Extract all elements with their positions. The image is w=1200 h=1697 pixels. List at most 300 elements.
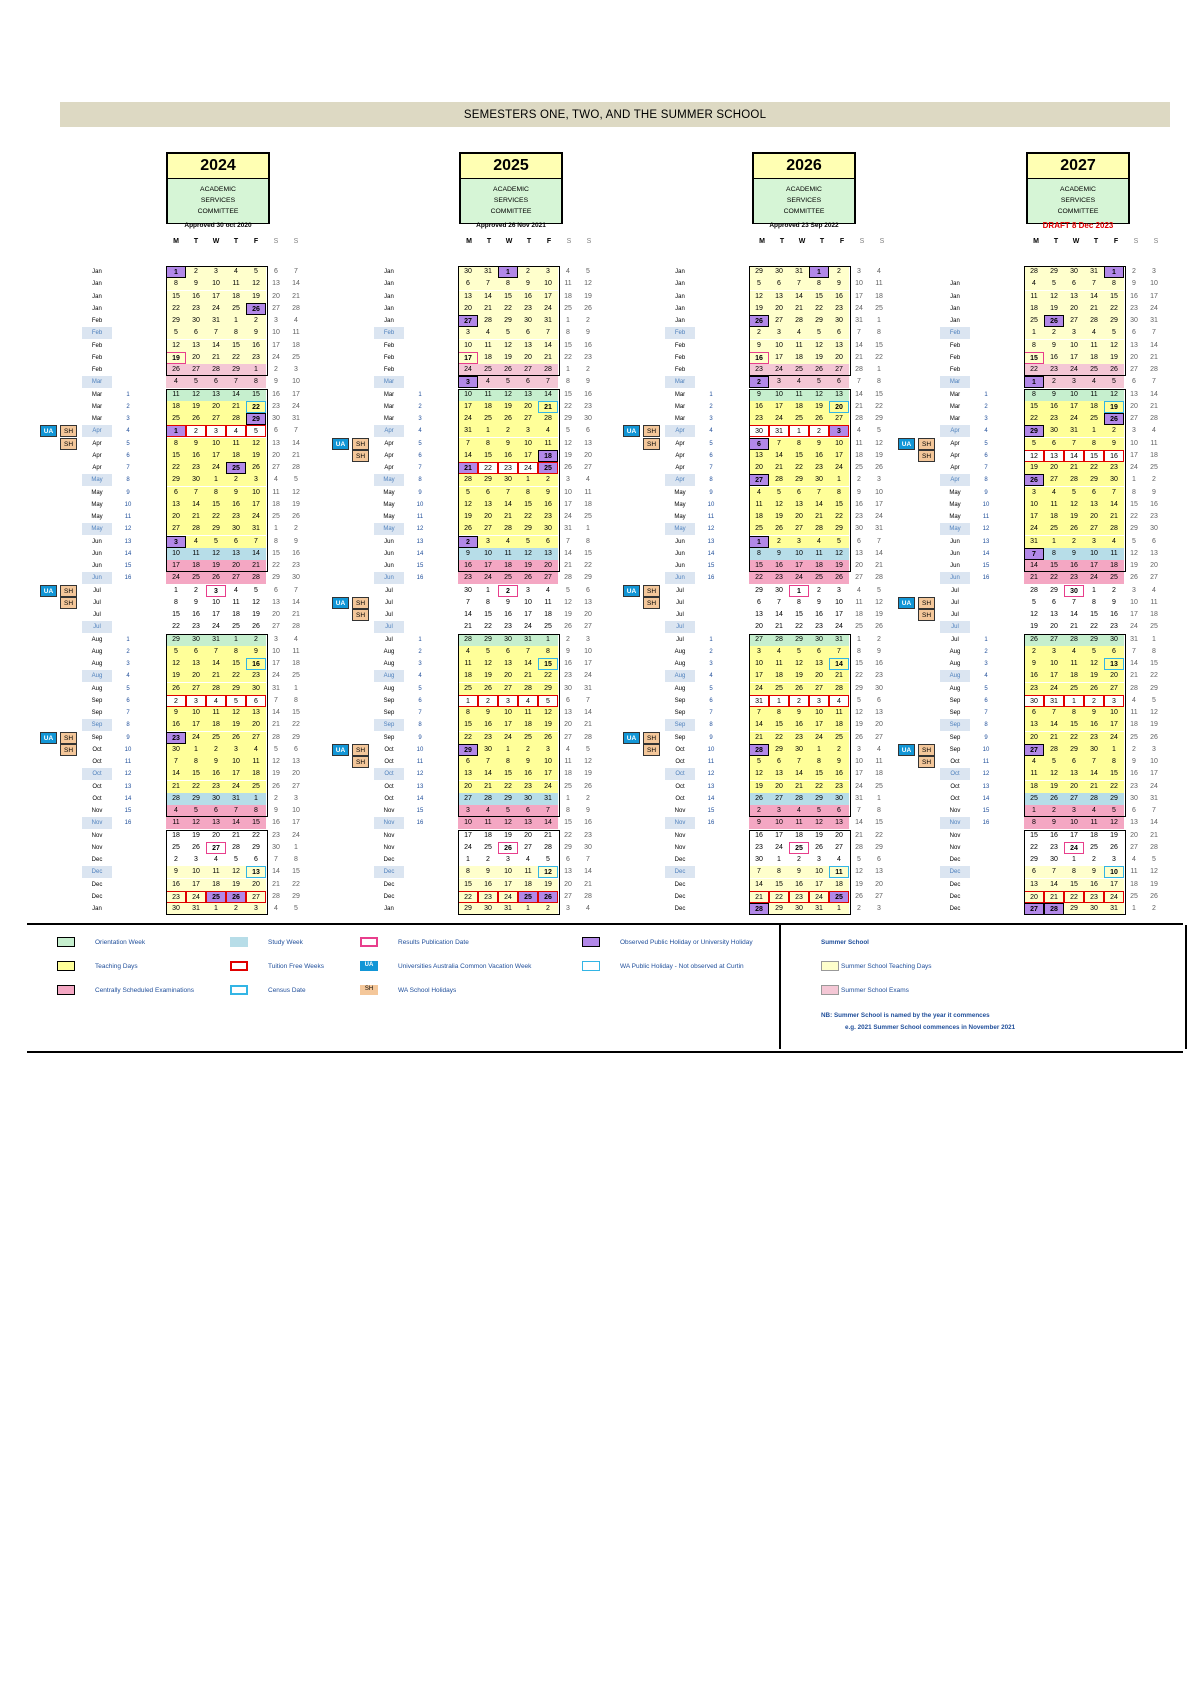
day-cell: 12 [564,439,572,447]
month-label: Mar [374,376,404,388]
week-row [82,585,302,597]
month-label: Aug [949,685,961,692]
day-cell: 15 [564,819,572,827]
week-row [665,291,885,303]
day-cell: 14 [1064,450,1084,462]
week-number: 1 [418,636,422,643]
day-cell: 7 [458,438,478,450]
day-cell: 18 [809,560,829,572]
day-cell: 11 [875,280,883,288]
week-row [940,523,1160,535]
day-cell: 30 [1150,525,1158,533]
day-cell: 23 [1084,891,1104,903]
week-row [665,536,885,548]
day-cell: 23 [518,781,538,793]
day-cell: 7 [1024,548,1044,560]
day-cell: 19 [769,511,789,523]
day-cell: 30 [584,843,592,851]
month-label: Jul [93,587,101,594]
day-cell: 3 [1152,745,1156,753]
day-cell: 15 [498,291,518,303]
day-cell: 16 [564,660,572,667]
month-label: Dec [665,866,695,878]
day-cell: 9 [749,340,769,352]
day-cell: 25 [1044,523,1064,535]
day-cell: 21 [1044,891,1064,903]
week-row [940,572,1160,584]
committee-name: ACADEMIC SERVICES COMMITTEE [783,186,825,215]
day-cell: 7 [789,756,809,768]
day-cell: 24 [835,623,843,631]
week-row [374,523,594,535]
week-row [665,511,885,523]
day-cell: 23 [206,781,226,793]
day-cell: 7 [586,696,590,704]
day-cell: 4 [246,744,266,756]
week-number: 6 [984,697,988,704]
month-label: Jun [950,538,960,545]
day-cell: 15 [1044,560,1064,572]
day-cell: 8 [1104,756,1124,768]
week-row [665,621,885,633]
week-row [665,768,885,780]
day-cell: 13 [1130,341,1138,349]
day-cell: 15 [809,291,829,303]
day-cell: 26 [252,623,260,631]
day-cell: 28 [272,892,280,900]
day-cell: 11 [855,439,863,447]
day-cell: 19 [855,721,863,729]
day-cell: 31 [206,634,226,646]
day-cell: 20 [186,670,206,682]
month-label: Feb [374,327,404,339]
day-cell: 26 [829,572,849,584]
week-number: 9 [126,734,130,741]
day-cell: 27 [1044,474,1064,486]
day-cell: 30 [166,903,186,915]
week-row [374,621,594,633]
day-cell: 2 [274,366,278,373]
day-cell: 20 [272,451,280,459]
day-cell: 7 [777,598,781,606]
day-cell: 29 [166,474,186,486]
day-cell: 6 [877,856,881,863]
day-cell: 17 [518,450,538,462]
day-cell: 16 [246,658,266,670]
day-cell: 21 [1024,572,1044,584]
legend-census: Census Date [230,985,306,995]
day-cell: 24 [478,572,498,584]
week-row [374,499,594,511]
day-cell: 27 [1064,315,1084,327]
day-cell: 9 [749,389,769,401]
week-number: 14 [707,550,715,557]
week-number: 8 [418,722,422,729]
day-cell: 25 [206,891,226,903]
day-cell: 23 [498,462,518,474]
weekday-label: S [859,238,865,245]
week-row [665,683,885,695]
week-row [940,560,1160,572]
day-cell: 29 [564,843,572,851]
day-cell: 8 [458,707,478,719]
day-cell: 30 [789,744,809,756]
day-cell: 29 [458,744,478,756]
day-cell: 11 [749,499,769,511]
month-label: Jul [385,636,393,643]
day-cell: 21 [226,401,246,413]
month-label: Jul [951,599,959,606]
day-cell: 25 [1104,572,1124,584]
legend-sh: SH WA School Holidays [360,985,456,995]
day-cell: 24 [809,732,829,744]
day-cell: 14 [584,868,592,876]
day-cell: 29 [584,574,592,582]
month-label: Oct [675,746,685,753]
day-cell: 20 [835,831,843,839]
approval-date: Approved 26 Nov 2021 [476,222,546,229]
week-row [940,732,1160,744]
day-cell: 1 [769,695,789,707]
month-label: Jan [950,305,960,312]
day-cell: 12 [1044,291,1064,303]
week-row [665,646,885,658]
approval-date: Approved 30 oct 2020 [184,222,252,229]
day-cell: 1 [1132,905,1136,912]
day-cell: 20 [755,623,763,631]
day-cell: 2 [1152,476,1156,484]
day-cell: 8 [174,598,178,606]
day-cell: 27 [478,523,498,535]
day-cell: 22 [272,562,280,569]
day-cell: 12 [1044,768,1064,780]
day-cell: 23 [855,513,863,520]
day-cell: 18 [1130,880,1138,888]
week-number: 6 [709,697,713,704]
day-cell: 17 [1150,292,1158,300]
month-label: Feb [91,342,103,349]
day-cell: 14 [749,719,769,731]
day-cell: 8 [1084,438,1104,450]
day-cell: 30 [498,474,518,486]
day-cell: 22 [186,781,206,793]
day-cell: 4 [586,905,590,912]
day-cell: 13 [166,499,186,511]
day-cell: 11 [166,389,186,401]
day-cell: 30 [166,744,186,756]
day-cell: 22 [564,831,572,839]
day-cell: 30 [272,415,280,422]
month-label: Oct [92,746,102,753]
day-cell: 17 [1024,511,1044,523]
day-cell: 29 [252,843,260,851]
day-cell: 7 [1064,438,1084,450]
day-cell: 18 [855,611,863,618]
month-label: Sep [949,734,961,741]
week-row [374,352,594,364]
day-cell: 22 [252,831,260,839]
day-cell: 9 [1024,658,1044,670]
day-cell: 27 [186,364,206,376]
day-cell: 4 [206,695,226,707]
sh-tag-icon: SH [643,744,660,756]
day-cell: 18 [1104,560,1124,572]
day-cell: 7 [1084,278,1104,290]
day-cell: 18 [292,341,300,349]
day-cell: 27 [206,413,226,425]
day-cell: 23 [755,843,763,851]
day-cell: 19 [1030,623,1038,631]
month-label: Dec [674,857,686,863]
day-cell: 19 [498,401,518,413]
week-number: 5 [418,440,422,447]
day-cell: 2 [566,635,570,643]
day-cell: 30 [464,586,472,594]
week-row [665,303,885,315]
month-label: Sep [674,697,686,704]
day-cell: 22 [226,352,246,364]
day-cell: 29 [1050,586,1058,594]
day-cell: 9 [1084,707,1104,719]
day-cell: 19 [478,670,498,682]
day-cell: 20 [226,560,246,572]
month-label: Mar [674,403,686,410]
day-cell: 5 [1064,487,1084,499]
day-cell: 30 [1084,903,1104,915]
month-label: Oct [950,783,960,790]
day-cell: 26 [246,303,266,315]
day-cell: 1 [246,364,266,376]
week-row [82,352,302,364]
day-cell: 22 [498,303,518,315]
month-label: Feb [940,327,970,339]
day-cell: 26 [226,891,246,903]
day-cell: 6 [166,487,186,499]
month-label: Jan [950,318,960,324]
day-cell: 15 [875,819,883,827]
week-row [374,536,594,548]
day-cell: 10 [212,598,220,606]
week-row [665,842,885,854]
day-cell: 31 [749,695,769,707]
day-cell: 3 [294,794,298,802]
day-cell: 3 [226,744,246,756]
weekday-label: W [1072,238,1080,245]
day-cell: 26 [498,364,518,376]
month-label: Nov [91,844,103,851]
day-cell: 31 [478,266,498,278]
day-cell: 27 [272,464,280,471]
week-row [665,658,885,670]
day-cell: 3 [857,268,861,275]
week-row [374,830,594,842]
day-cell: 20 [1024,732,1044,744]
week-row [82,781,302,793]
ua-tag-icon: UA [40,425,57,437]
day-cell: 11 [1024,768,1044,780]
day-cell: 2 [857,476,861,484]
day-cell: 19 [855,880,863,888]
day-cell: 15 [478,450,498,462]
day-cell: 10 [498,866,518,878]
day-cell: 29 [564,415,572,422]
week-row [665,732,885,744]
day-cell: 26 [478,683,498,695]
month-label: May [374,474,404,486]
day-cell: 30 [226,523,246,535]
day-cell: 28 [769,474,789,486]
day-cell: 8 [1024,817,1044,829]
day-cell: 17 [206,450,226,462]
month-label: Jun [665,572,695,584]
week-number: 9 [984,489,988,496]
day-cell: 31 [458,425,478,437]
day-cell: 11 [226,438,246,450]
day-cell: 22 [166,303,186,315]
day-cell: 28 [1024,266,1044,278]
day-cell: 24 [564,513,572,520]
day-cell: 3 [789,536,809,548]
month-label: May [949,514,961,520]
month-label: May [91,514,103,520]
day-cell: 5 [809,805,829,817]
day-cell: 10 [292,378,300,386]
day-cell: 2 [498,425,518,437]
day-cell: 17 [498,719,518,731]
day-cell: 31 [1104,903,1124,915]
day-cell: 7 [246,536,266,548]
week-row [374,511,594,523]
day-cell: 24 [1064,842,1084,854]
day-cell: 16 [1104,450,1124,462]
day-cell: 1 [538,634,558,646]
day-cell: 7 [1152,807,1156,814]
day-cell: 21 [544,831,552,839]
day-cell: 29 [789,634,809,646]
day-cell: 18 [246,768,266,780]
day-cell: 6 [254,856,258,863]
day-cell: 27 [498,683,518,695]
week-row [665,609,885,621]
day-cell: 21 [584,880,592,888]
day-cell: 10 [1150,280,1158,288]
day-cell: 7 [466,598,470,606]
day-cell: 1 [1072,856,1076,863]
day-cell: 1 [829,903,849,915]
week-row [82,474,302,486]
day-cell: 6 [1052,598,1056,606]
day-cell: 3 [166,536,186,548]
week-row [374,401,594,413]
day-cell: 5 [566,586,570,594]
week-row [82,842,302,854]
week-row [940,401,1160,413]
sh-tag-icon: SH [352,609,369,621]
day-cell: 17 [498,879,518,891]
day-cell: 5 [1132,537,1136,545]
day-cell: 3 [1064,376,1084,388]
day-cell: 23 [749,413,769,425]
day-cell: 11 [829,866,849,878]
month-label: Jul [940,621,970,633]
day-cell: 19 [272,770,280,778]
day-cell: 17 [1044,670,1064,682]
weekday-label: S [293,238,299,245]
weekday-label: T [779,238,785,245]
day-cell: 13 [538,548,558,560]
day-cell: 29 [478,474,498,486]
year-header [166,152,270,229]
week-row [940,438,1160,450]
day-cell: 30 [458,266,478,278]
day-cell: 14 [538,817,558,829]
day-cell: 13 [246,707,266,719]
day-cell: 25 [564,782,572,790]
day-cell: 12 [478,658,498,670]
day-cell: 31 [1150,794,1158,802]
day-cell: 18 [232,611,240,618]
month-label: Apr [665,425,695,437]
month-label: May [374,523,404,535]
day-cell: 18 [538,450,558,462]
day-cell: 2 [1132,745,1136,753]
day-cell: 17 [564,500,572,508]
day-cell: 7 [1072,598,1076,606]
day-cell: 4 [829,695,849,707]
day-cell: 25 [292,353,300,361]
week-number: 7 [984,465,988,471]
day-cell: 23 [518,303,538,315]
day-cell: 11 [1104,548,1124,560]
legend-summer-teaching: Summer School Teaching Days [821,961,932,971]
week-row [665,487,885,499]
week-row [665,707,885,719]
month-label: Apr [675,452,685,459]
day-cell: 28 [458,634,478,646]
month-label: Apr [665,474,695,486]
day-cell: 27 [226,572,246,584]
month-label: Aug [665,670,695,682]
day-cell: 7 [206,327,226,339]
month-label: Jan [950,281,960,288]
day-cell: 6 [538,536,558,548]
day-cell: 13 [1084,499,1104,511]
day-cell: 3 [829,425,849,437]
day-cell: 20 [829,352,849,364]
day-cell: 9 [506,598,510,606]
day-cell: 18 [518,719,538,731]
day-cell: 20 [1024,891,1044,903]
day-cell: 18 [1084,352,1104,364]
week-row [940,646,1160,658]
month-label: Jun [675,550,685,557]
day-cell: 26 [1084,683,1104,695]
week-row [940,756,1160,768]
day-cell: 26 [564,464,572,471]
week-row [374,376,594,388]
day-cell: 30 [875,684,883,692]
week-number: 7 [126,465,130,471]
day-cell: 19 [186,401,206,413]
day-cell: 9 [809,438,829,450]
day-cell: 24 [829,462,849,474]
day-cell: 14 [775,611,783,618]
week-number: 15 [982,563,990,569]
day-cell: 29 [292,733,300,741]
day-cell: 16 [1044,352,1064,364]
day-cell: 2 [206,744,226,756]
day-cell: 2 [538,903,558,915]
